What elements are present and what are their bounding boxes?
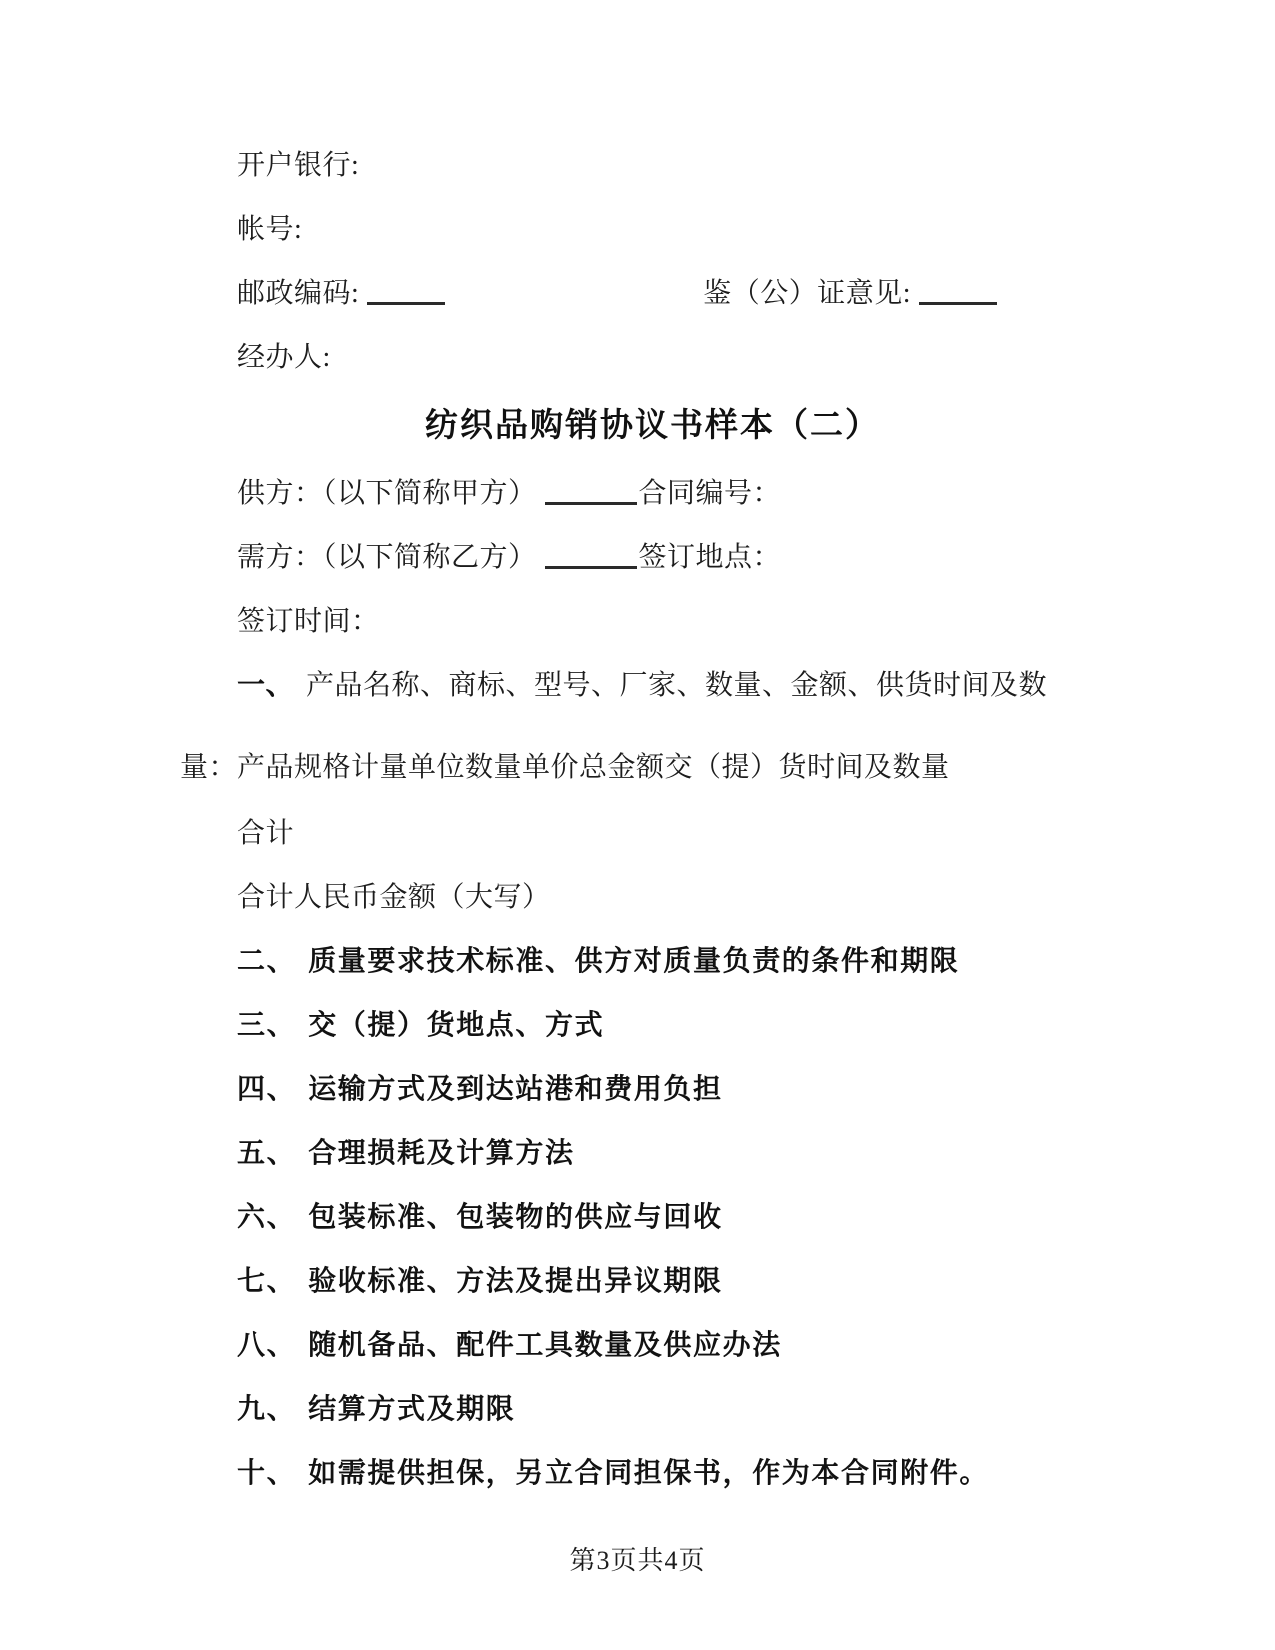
- notary-opinion-label: 鉴（公）证意见:: [703, 278, 912, 309]
- signing-place-label: 签订地点：: [638, 542, 782, 573]
- clause-2-text: 质量要求技术标准、供方对质量负责的条件和期限: [308, 946, 960, 977]
- account-label: 帐号:: [237, 214, 303, 245]
- clause-10-text: 如需提供担保，另立合同担保书，作为本合同附件。: [308, 1458, 990, 1489]
- document-title: 纺织品购销协议书样本（二）: [425, 408, 880, 444]
- clause-6-text: 包装标准、包装物的供应与回收: [308, 1202, 723, 1233]
- bank-label: 开户银行:: [237, 150, 360, 181]
- clause-9-text: 结算方式及期限: [308, 1394, 516, 1425]
- signing-time-label: 签订时间：: [237, 606, 380, 637]
- account-line: [180, 210, 1125, 250]
- total-label: 合计: [237, 818, 295, 849]
- contract-number-label: 合同编号：: [638, 478, 782, 509]
- postal-code-blank: [367, 302, 445, 305]
- supplier-label: 供方：（以下简称甲方）: [237, 478, 537, 509]
- clause-6-number: 六、: [237, 1202, 297, 1233]
- clause-10-line: [180, 1454, 1125, 1494]
- clause-6-line: [180, 1198, 1125, 1238]
- total-amount-line: [180, 878, 1125, 918]
- clause-4-line: [180, 1070, 1125, 1110]
- clause-2-line: [180, 942, 1125, 982]
- clause-2-number: 二、: [237, 946, 297, 977]
- total-amount-label: 合计人民币金额（大写）: [237, 882, 551, 913]
- clause-7-line: [180, 1262, 1125, 1302]
- clause-8-line: [180, 1326, 1125, 1366]
- clause-1-line: [180, 666, 1125, 706]
- clause-3-text: 交（提）货地点、方式: [308, 1010, 605, 1041]
- clause-5-line: [180, 1134, 1125, 1174]
- clause-3-line: [180, 1006, 1125, 1046]
- agent-line: [180, 338, 1125, 378]
- clause-1-number: 一、: [237, 670, 295, 701]
- clause-9-line: [180, 1390, 1125, 1430]
- clause-1-wrap-text: 量：产品规格计量单位数量单价总金额交（提）货时间及数量: [180, 752, 950, 783]
- buyer-label: 需方：（以下简称乙方）: [237, 542, 537, 573]
- clause-9-number: 九、: [237, 1394, 297, 1425]
- clause-7-text: 验收标准、方法及提出异议期限: [308, 1266, 723, 1297]
- clause-1-wrap-line: [180, 748, 1125, 788]
- postal-code-label: 邮政编码:: [237, 278, 360, 309]
- buyer-line: [180, 538, 1125, 578]
- clause-5-text: 合理损耗及计算方法: [308, 1138, 575, 1169]
- supplier-blank: [545, 502, 637, 505]
- supplier-line: [180, 474, 1125, 514]
- total-line: [180, 814, 1125, 854]
- clause-4-number: 四、: [237, 1074, 297, 1105]
- postal-notary-line: [180, 274, 1125, 314]
- clause-7-number: 七、: [237, 1266, 297, 1297]
- clause-5-number: 五、: [237, 1138, 297, 1169]
- clause-8-text: 随机备品、配件工具数量及供应办法: [308, 1330, 782, 1361]
- clause-4-text: 运输方式及到达站港和费用负担: [308, 1074, 723, 1105]
- clause-1-text: 产品名称、商标、型号、厂家、数量、金额、供货时间及数: [306, 670, 1048, 701]
- clause-10-number: 十、: [237, 1458, 297, 1489]
- bank-line: [180, 146, 1125, 186]
- notary-opinion-blank: [919, 302, 997, 305]
- signing-time-line: [180, 602, 1125, 642]
- clause-8-number: 八、: [237, 1330, 297, 1361]
- agent-label: 经办人:: [237, 342, 331, 373]
- buyer-blank: [545, 566, 637, 569]
- page-number-footer: 第3页共4页: [569, 1546, 706, 1575]
- clause-3-number: 三、: [237, 1010, 297, 1041]
